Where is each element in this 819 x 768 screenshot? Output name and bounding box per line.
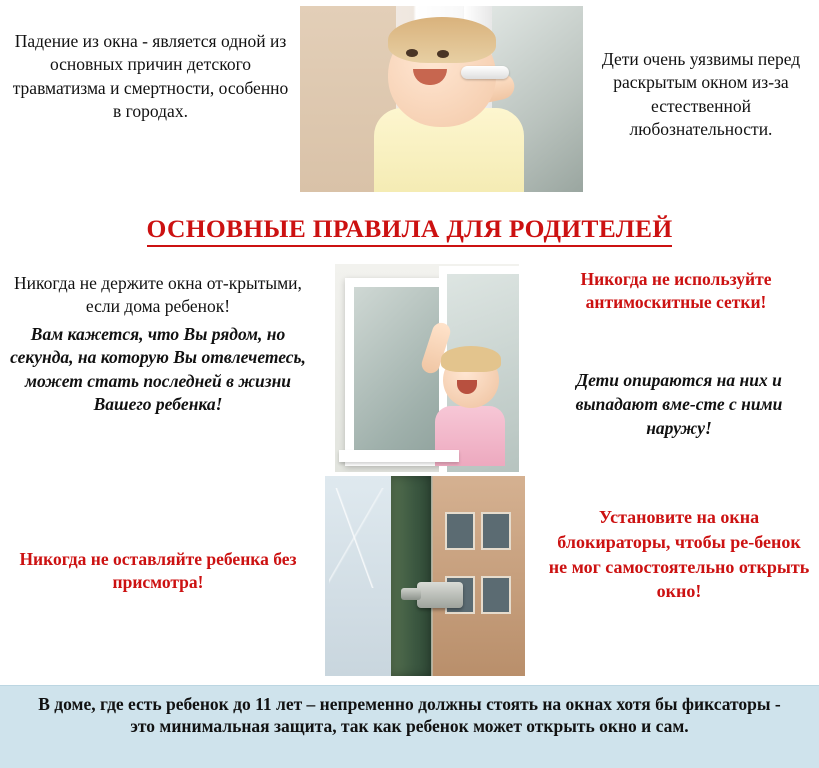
bottom-band — [0, 685, 819, 768]
photo1-baby-eye-right — [437, 50, 449, 58]
right-warning-text: Никогда не используйте антимоскитные сетки! — [580, 269, 772, 313]
photo-window-lock-blocker — [325, 476, 525, 676]
photo3-building-window — [481, 512, 511, 550]
photo-child-at-open-window — [335, 264, 519, 472]
photo3-building-window — [445, 512, 475, 550]
photo1-window-handle — [461, 66, 509, 79]
photo3-building-window — [481, 576, 511, 614]
photo-baby-holding-window-handle — [300, 6, 583, 192]
left-warning-text: Никогда не оставляйте ребенка без присмотра! — [19, 549, 297, 593]
top-right-text: Дети очень уязвимы перед раскрытым окном из-за естественной любознательности. — [601, 49, 801, 139]
photo2-window-sill — [339, 450, 459, 462]
photo3-lock-device — [417, 582, 463, 608]
photo3-window-sash — [391, 476, 431, 676]
top-section — [0, 0, 819, 195]
page-title — [0, 214, 819, 244]
middle-left-text: Никогда не держите окна от-крытыми, если дома ребенок! — [14, 273, 302, 317]
right-explanation-text: Дети опираются на них и выпадают вме-сте с ними наружу! — [575, 370, 783, 439]
top-left-text: Падение из окна - является одной из основных причин детского травматизма и смертности, особенно в городах. — [12, 31, 289, 121]
photo3-branches — [329, 488, 385, 588]
photo1-baby-eye-left — [406, 49, 418, 57]
right-advice-text: Установите на окна блокираторы, чтобы ре-бенок не мог самостоятельно открыть окно! — [548, 507, 810, 602]
page-title-text: ОСНОВНЫЕ ПРАВИЛА ДЛЯ РОДИТЕЛЕЙ — [147, 214, 673, 247]
middle-left-block — [8, 272, 308, 417]
middle-left-italic-text: Вам кажется, что Вы рядом, но секунда, на которую Вы отвлечетесь, может стать последней в жизни Вашего ребенка! — [10, 323, 306, 415]
photo2-child-hair — [441, 346, 501, 372]
bottom-text: В доме, где есть ребенок до 11 лет – непременно должны стоять на окнах хотя бы фиксаторы - это минимальная защита, так как ребенок может открыть окно и сам. — [38, 694, 781, 736]
